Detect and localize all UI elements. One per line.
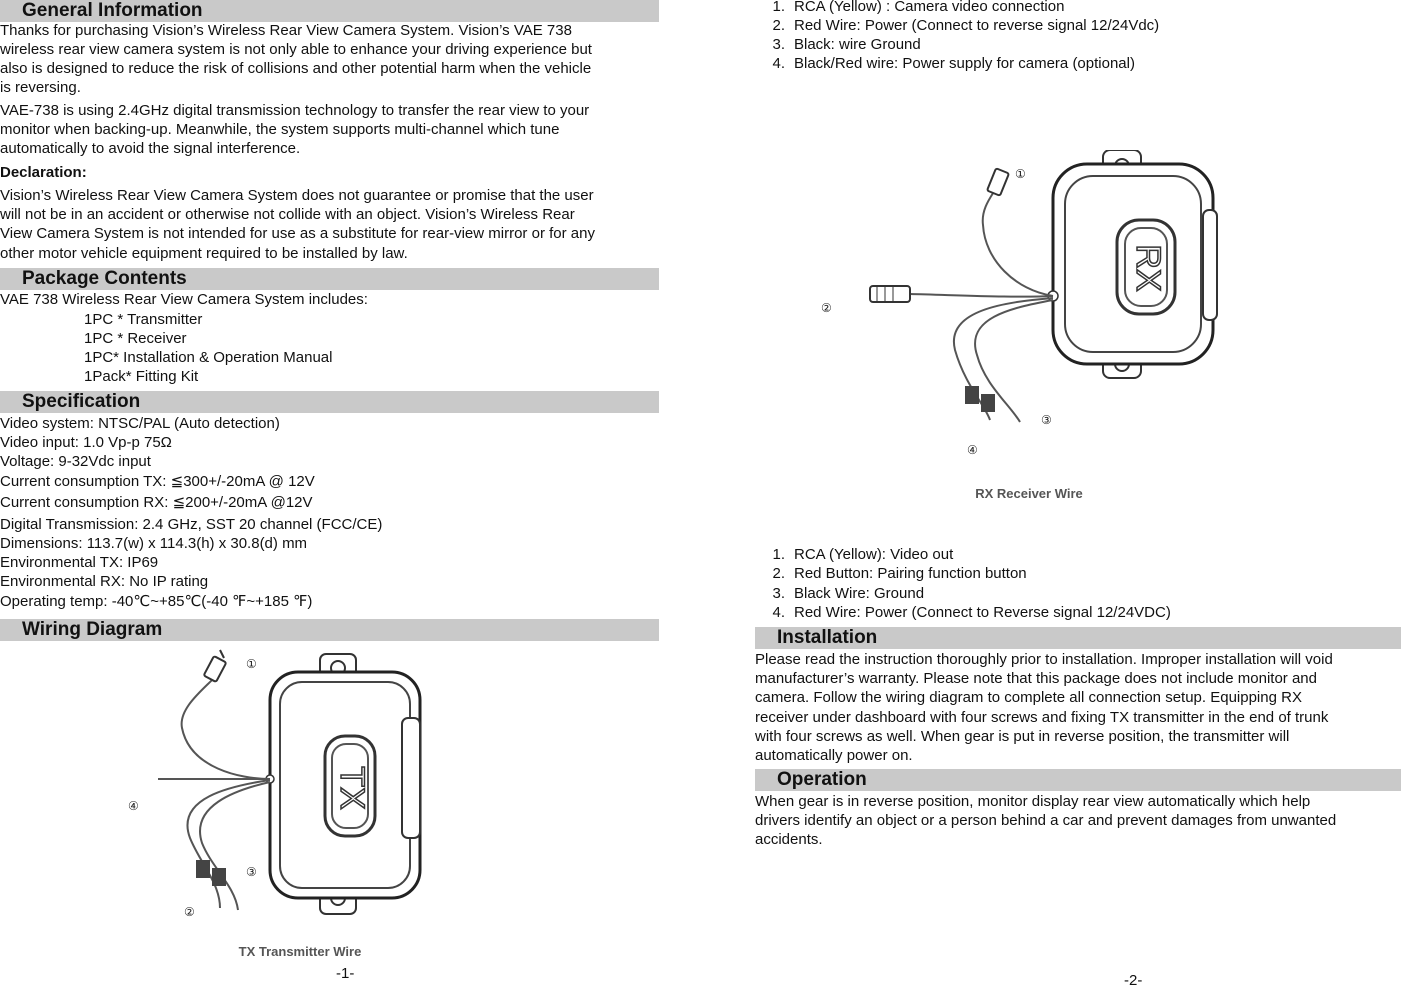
spec-line: Digital Transmission: 2.4 GHz, SST 20 channel (FCC/CE) bbox=[0, 516, 383, 533]
package-intro: VAE 738 Wireless Rear View Camera System includes: bbox=[0, 291, 368, 308]
rx-caption: RX Receiver Wire bbox=[975, 486, 1083, 501]
general-line: is reversing. bbox=[0, 79, 81, 96]
wiring-diagram-heading: Wiring Diagram bbox=[0, 619, 659, 641]
rx-list-text: Red Button: Pairing function button bbox=[794, 565, 1027, 582]
tx-caption: TX Transmitter Wire bbox=[238, 944, 362, 959]
rca-wire bbox=[182, 676, 270, 779]
marker-3: ③ bbox=[246, 865, 257, 879]
spec-line: Current consumption RX: ≦200+/-20mA @12V bbox=[0, 494, 313, 511]
rx-list-text: RCA (Yellow): Video out bbox=[794, 546, 954, 563]
rx-list-item: 3. Black Wire: Ground bbox=[772, 585, 925, 602]
installation-line: receiver under dashboard with four screws and fixing TX transmitter in the end of trunk bbox=[755, 709, 1329, 726]
rca-wire bbox=[983, 190, 1053, 296]
package-contents-heading: Package Contents bbox=[0, 268, 659, 290]
operation-heading: Operation bbox=[755, 769, 1401, 791]
installation-line: Please read the instruction thoroughly prior to installation. Improper installation will void bbox=[755, 651, 1333, 668]
installation-line: manufacturer’s warranty. Please note that this package does not include monitor and bbox=[755, 670, 1317, 687]
general-line: Thanks for purchasing Vision’s Wireless Rear View Camera System. Vision’s VAE 738 bbox=[0, 22, 572, 39]
rx-list-item: 1. RCA (Yellow): Video out bbox=[772, 546, 954, 563]
tx-transmitter-figure bbox=[120, 648, 440, 964]
tx-list-text: Black/Red wire: Power supply for camera (optional) bbox=[794, 55, 1135, 72]
operation-line: When gear is in reverse position, monitor display rear view automatically which help bbox=[755, 793, 1311, 810]
operation-line: drivers identify an object or a person behind a car and prevent damages from unwanted bbox=[755, 812, 1337, 829]
page-number-2: -2- bbox=[1124, 972, 1143, 989]
marker-2: ② bbox=[821, 301, 832, 315]
marker-1: ① bbox=[1015, 167, 1026, 181]
general-line: VAE-738 is using 2.4GHz digital transmission technology to transfer the rear view to your bbox=[0, 102, 590, 119]
package-item: 1PC * Receiver bbox=[84, 330, 187, 347]
declaration-line: will not be in an accident or otherwise not collide with an object. Vision’s Wireless Rear bbox=[0, 206, 575, 223]
marker-2: ② bbox=[184, 905, 195, 919]
operation-line: accidents. bbox=[755, 831, 823, 848]
declaration-line: View Camera System is not intended for use as a substitute for rear-view mirror or for any bbox=[0, 225, 595, 242]
marker-4: ④ bbox=[128, 799, 139, 813]
specification-heading: Specification bbox=[0, 391, 659, 413]
installation-line: automatically power on. bbox=[755, 747, 913, 764]
declaration-line: other motor vehicle equipment required to be installed by law. bbox=[0, 245, 408, 262]
declaration-line: Vision’s Wireless Rear View Camera System does not guarantee or promise that the user bbox=[0, 187, 594, 204]
general-line: monitor when backing-up. Meanwhile, the system supports multi-channel which tune bbox=[0, 121, 560, 138]
rca-connector bbox=[204, 656, 227, 682]
tx-list-text: Red Wire: Power (Connect to reverse signal 12/24Vdc) bbox=[794, 17, 1160, 34]
general-line: wireless rear view camera system is not only able to enhance your driving experience but bbox=[0, 41, 592, 58]
general-line: also is designed to reduce the risk of collisions and other potential harm when the vehicle bbox=[0, 60, 592, 77]
installation-line: camera. Follow the wiring diagram to complete all connection setup. Equipping RX bbox=[755, 689, 1302, 706]
rx-device-label: RX bbox=[1129, 244, 1168, 292]
spec-line: Current consumption TX: ≦300+/-20mA @ 12V bbox=[0, 473, 315, 490]
rx-list-text: Black Wire: Ground bbox=[794, 585, 925, 602]
package-item: 1PC * Transmitter bbox=[84, 311, 203, 328]
spec-line: Environmental TX: IP69 bbox=[0, 554, 159, 571]
spec-line: Dimensions: 113.7(w) x 114.3(h) x 30.8(d) mm bbox=[0, 535, 308, 552]
marker-1: ① bbox=[246, 657, 257, 671]
general-information-heading: General Information bbox=[0, 0, 659, 22]
pairing-button-connector bbox=[870, 286, 910, 302]
spec-line: Operating temp: -40℃~+85℃(-40 ℉~+185 ℉) bbox=[0, 593, 313, 610]
tx-list-item: 2. Red Wire: Power (Connect to reverse signal 12/24Vdc) bbox=[772, 17, 1160, 34]
tx-list-item: 4. Black/Red wire: Power supply for camera (optional) bbox=[772, 55, 1135, 72]
tx-list-item: 3. Black: wire Ground bbox=[772, 36, 921, 53]
spec-line: Video input: 1.0 Vp-p 75Ω bbox=[0, 434, 172, 451]
marker-4: ④ bbox=[967, 443, 978, 457]
spec-line: Voltage: 9-32Vdc input bbox=[0, 453, 151, 470]
package-item: 1PC* Installation & Operation Manual bbox=[84, 349, 333, 366]
installation-line: with four screws as well. When gear is put in reverse position, the transmitter will bbox=[755, 728, 1290, 745]
tx-device-label: TX bbox=[333, 766, 372, 810]
declaration-label: Declaration: bbox=[0, 164, 87, 181]
spec-line: Video system: NTSC/PAL (Auto detection) bbox=[0, 415, 280, 432]
general-line: automatically to avoid the signal interference. bbox=[0, 140, 301, 157]
rx-list-item: 2. Red Button: Pairing function button bbox=[772, 565, 1027, 582]
tx-list-text: Black: wire Ground bbox=[794, 36, 921, 53]
tx-list-item: 1. RCA (Yellow) : Camera video connection bbox=[772, 0, 1065, 15]
marker-3: ③ bbox=[1041, 413, 1052, 427]
package-item: 1Pack* Fitting Kit bbox=[84, 368, 199, 385]
rx-list-item: 4. Red Wire: Power (Connect to Reverse signal 12/24VDC) bbox=[772, 604, 1171, 621]
tx-list-text: RCA (Yellow) : Camera video connection bbox=[794, 0, 1065, 15]
rx-receiver-figure bbox=[815, 150, 1235, 510]
rx-list-text: Red Wire: Power (Connect to Reverse signal 12/24VDC) bbox=[794, 604, 1171, 621]
installation-heading: Installation bbox=[755, 627, 1401, 649]
page-number-1: -1- bbox=[336, 965, 355, 982]
spec-line: Environmental RX: No IP rating bbox=[0, 573, 209, 590]
spade-terminal bbox=[196, 860, 210, 878]
